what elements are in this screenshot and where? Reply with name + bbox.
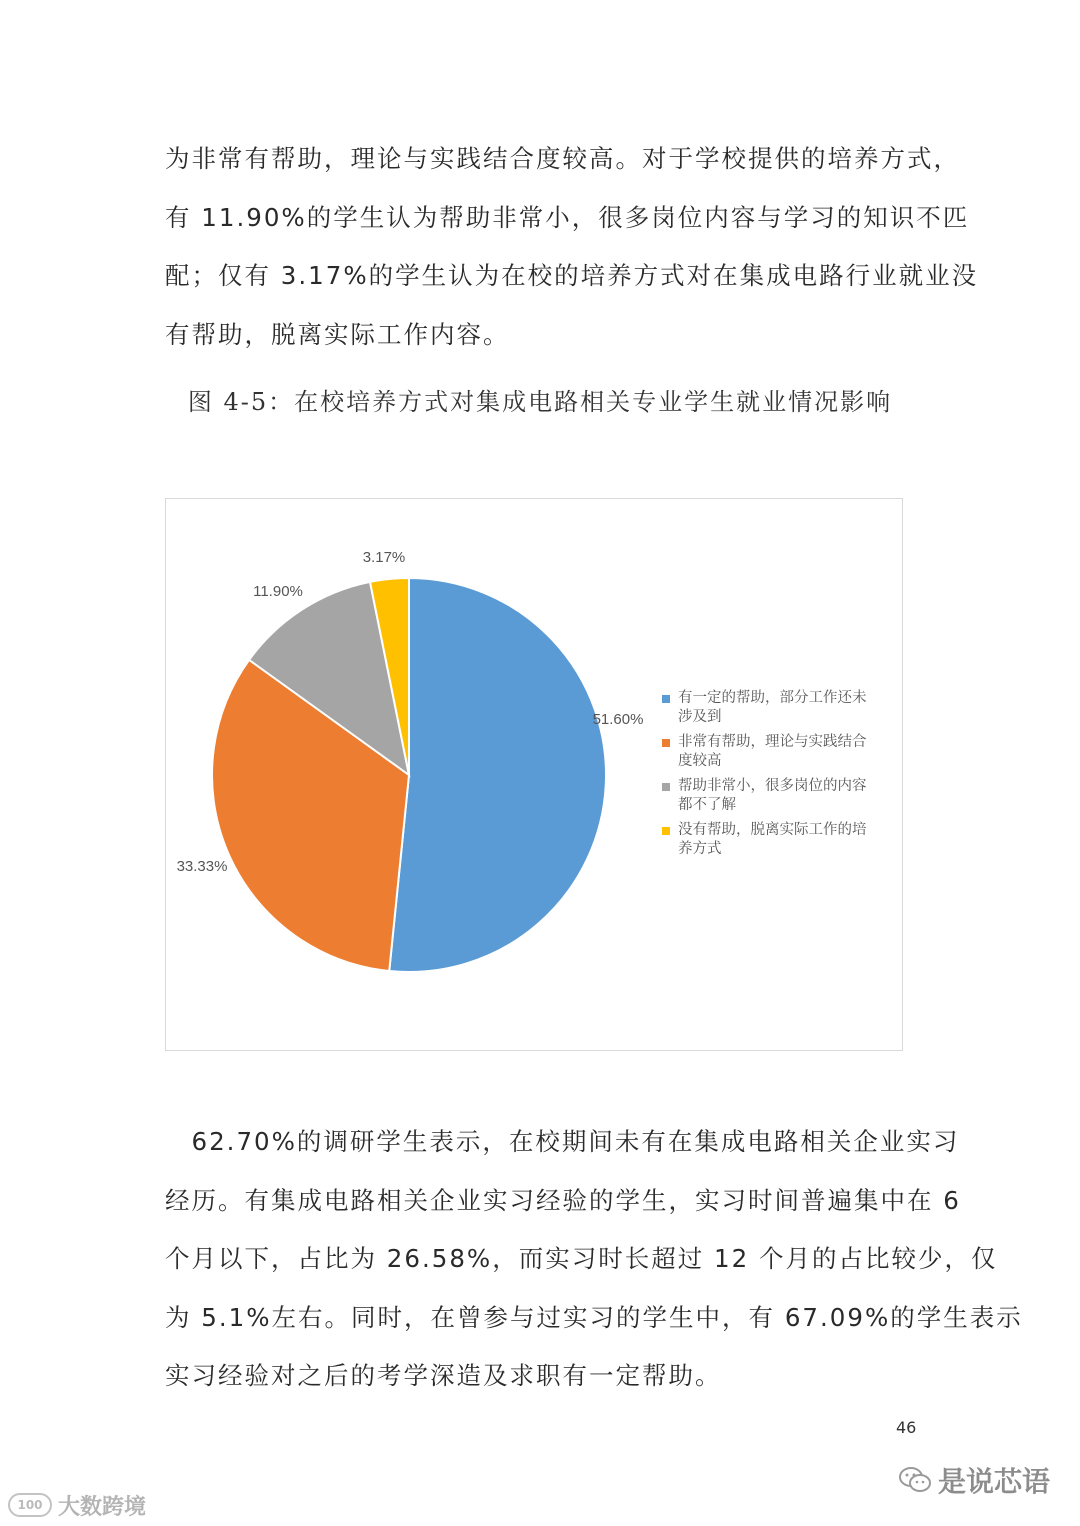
data-label: 3.17% bbox=[362, 549, 406, 566]
legend-label: 涉及到 bbox=[678, 709, 722, 725]
legend-label: 都不了解 bbox=[678, 797, 736, 813]
page-number: 46 bbox=[896, 1418, 917, 1437]
pie-chart bbox=[165, 498, 903, 1051]
legend-item bbox=[662, 821, 894, 859]
watermark-right bbox=[898, 1460, 1050, 1500]
legend-swatch bbox=[662, 827, 670, 835]
legend-label: 度较高 bbox=[678, 753, 722, 769]
text-line: 配；仅有 3.17%的学生认为在校的培养方式对在集成电路行业就业没 bbox=[165, 261, 979, 290]
data-label: 11.90% bbox=[253, 583, 303, 600]
legend-label: 非常有帮助，理论与实践结合 bbox=[678, 734, 867, 750]
text-line: 62.70%的调研学生表示，在校期间未有在集成电路相关企业实习 bbox=[165, 1127, 960, 1156]
legend-item bbox=[662, 733, 894, 771]
legend-label: 没有帮助，脱离实际工作的培 bbox=[678, 822, 867, 838]
legend-label: 有一定的帮助，部分工作还未 bbox=[678, 690, 867, 706]
legend-item bbox=[662, 777, 894, 815]
wechat-icon bbox=[898, 1465, 932, 1495]
watermark-left bbox=[8, 1490, 146, 1520]
paragraph-bottom bbox=[165, 1113, 1023, 1406]
legend-swatch bbox=[662, 783, 670, 791]
figure-caption: 图 4-5：在校培养方式对集成电路相关专业学生就业情况影响 bbox=[187, 388, 893, 416]
text-line: 个月以下，占比为 26.58%，而实习时长超过 12 个月的占比较少，仅 bbox=[165, 1244, 998, 1273]
chart-legend bbox=[662, 689, 894, 865]
text-line: 有 11.90%的学生认为帮助非常小，很多岗位内容与学习的知识不匹 bbox=[165, 202, 970, 232]
legend-swatch bbox=[662, 695, 670, 703]
legend-label: 帮助非常小，很多岗位的内容 bbox=[678, 778, 867, 794]
text-line: 为非常有帮助，理论与实践结合度较高。对于学校提供的培养方式， bbox=[165, 144, 960, 173]
pie-slice bbox=[389, 578, 606, 972]
data-label: 51.60% bbox=[592, 711, 644, 728]
legend-swatch bbox=[662, 739, 670, 747]
text-line: 有帮助，脱离实际工作内容。 bbox=[165, 319, 510, 349]
brand-logo-icon: 100 bbox=[8, 1493, 52, 1517]
watermark-text: 大数跨境 bbox=[58, 1494, 147, 1520]
legend-item bbox=[662, 689, 894, 727]
watermark-text: 是说芯语 bbox=[938, 1465, 1051, 1498]
text-line: 经历。有集成电路相关企业实习经验的学生，实习时间普遍集中在 6 bbox=[165, 1185, 961, 1215]
text-line: 为 5.1%左右。同时，在曾参与过实习的学生中，有 67.09%的学生表示 bbox=[165, 1302, 1023, 1332]
text-line: 实习经验对之后的考学深造及求职有一定帮助。 bbox=[165, 1361, 722, 1390]
paragraph-top bbox=[165, 130, 979, 364]
data-label: 33.33% bbox=[176, 858, 228, 875]
legend-label: 养方式 bbox=[678, 841, 722, 857]
